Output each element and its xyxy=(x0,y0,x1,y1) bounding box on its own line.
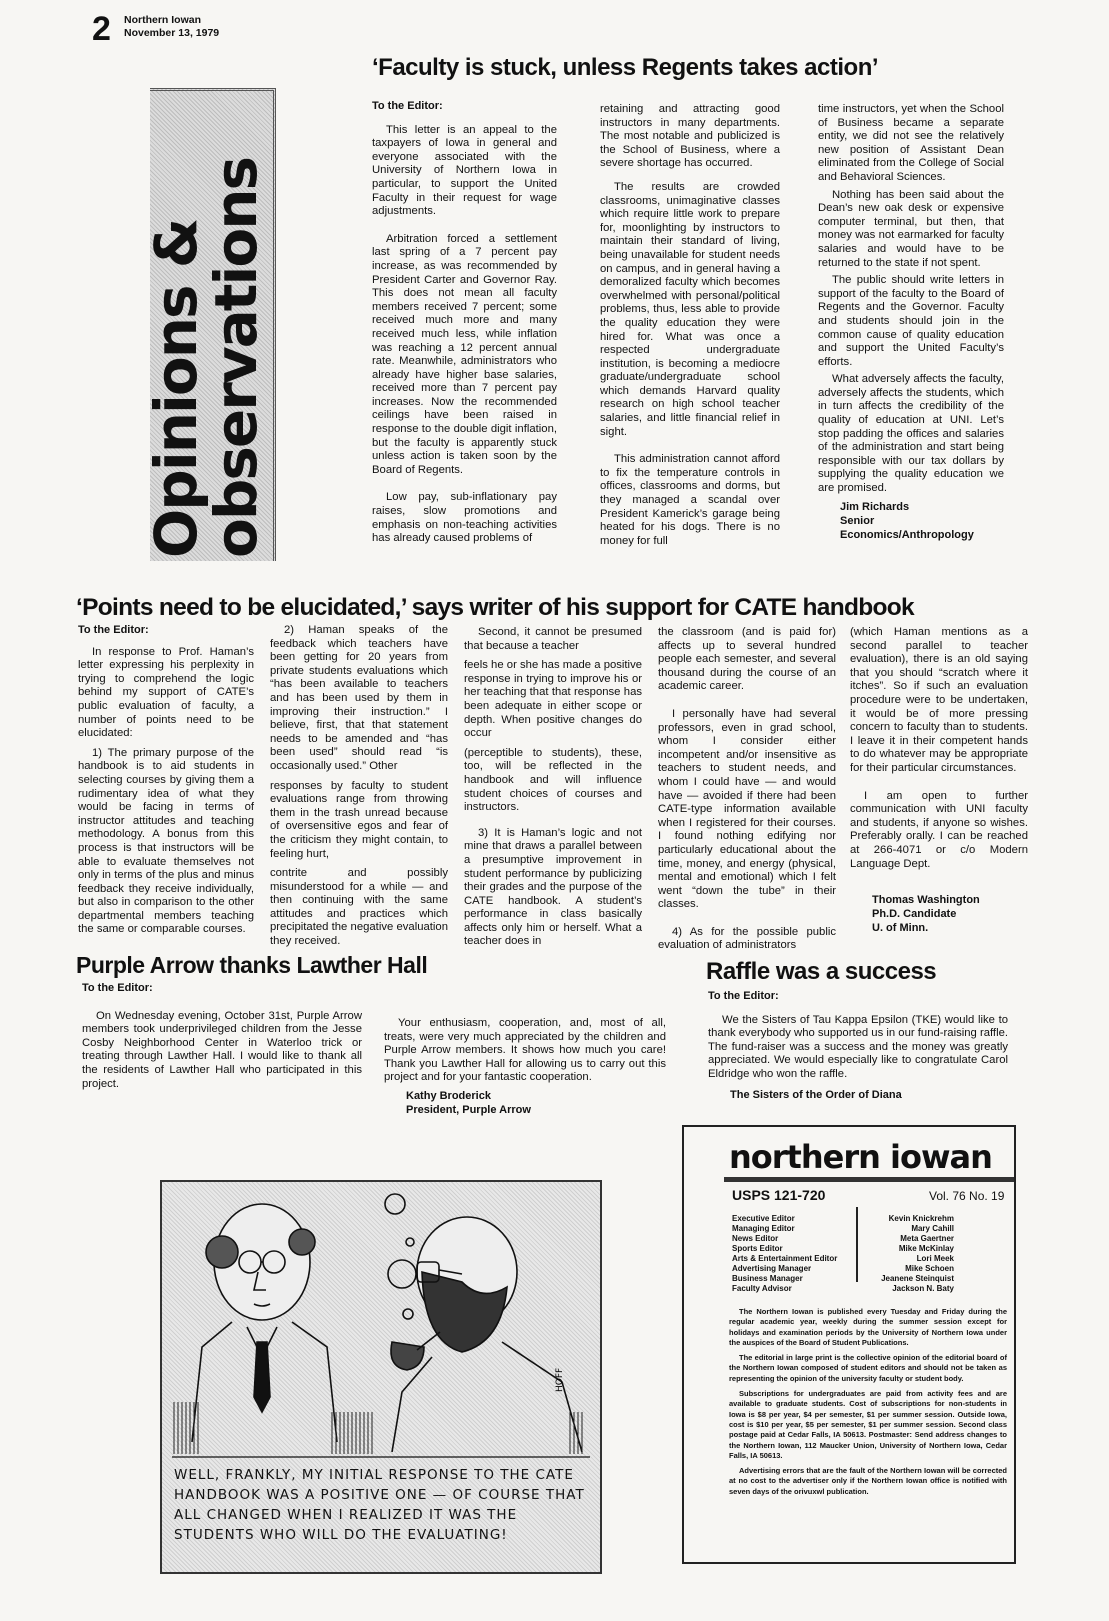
letter1-col1 xyxy=(372,100,557,556)
usps-number: USPS 121-720 xyxy=(732,1187,826,1203)
letter2-col4 xyxy=(658,626,836,963)
signature-affiliation: U. of Minn. xyxy=(872,922,929,935)
paragraph: Second, it cannot be presumed that because a teacher xyxy=(464,626,642,652)
paragraph: 1) The primary purpose of the handbook is to aid students in selecting courses by giving them a rudimentary idea of what they would be facing in terms of instructor attitudes and teaching methodology. A bonus from this process is that instructors will be able to evaluate themselves not only in terms of the plus and minus feedback they receive individually, but also in comparison to the other departmental members teaching the same or comparable courses. xyxy=(78,746,254,936)
staff-role: News Editor xyxy=(732,1234,779,1243)
fine-print: The editorial in large print is the collective opinion of the editorial board of the Northern Iowan composed of student editors and should not be taken as representing the opinion of the university faculty or student body. xyxy=(729,1353,1007,1383)
paragraph: I am open to further communication with UNI faculty and students, if anyone so wishes. Preferably orally. I can be reached at 266-4071 or c/o Modern Language Dept. xyxy=(850,789,1028,870)
signature-title: President, Purple Arrow xyxy=(406,1103,531,1116)
staff-name: Jeanene Steinquist xyxy=(881,1274,954,1283)
paragraph: 2) Haman speaks of the feedback which teachers have been getting for 20 years from private students evaluations which “has been available to teachers and has been used by them in improving their instruction.” I believe, first, that that statement needs to be amended and “has been used” should read “is occasionally used.” Other xyxy=(270,624,448,772)
staff-name: Meta Gaertner xyxy=(900,1234,954,1243)
section-logo xyxy=(142,88,273,558)
issue-date: November 13, 1979 xyxy=(124,27,220,39)
fine-print: Advertising errors that are the fault of the Northern Iowan will be corrected at no cost to the advertiser only if the Northern Iowan office is notified with seven days of the orivuxwl publication. xyxy=(729,1466,1007,1496)
staff-role: Arts & Entertainment Editor xyxy=(732,1254,838,1263)
section-logo-line1: Opinions & xyxy=(142,219,210,558)
signature-name: Kathy Broderick xyxy=(406,1089,491,1102)
staff-name: Mary Cahill xyxy=(911,1224,954,1233)
letter1-signature xyxy=(818,500,1004,542)
signature-name: The Sisters of the Order of Diana xyxy=(730,1088,902,1101)
paragraph: This administration cannot afford to fix the temperature controls in offices, classrooms and dorms, but they managed a scandal over President Kamerick’s garage being heated for his dogs. There is no money for full xyxy=(600,453,780,547)
letter3-signature xyxy=(384,1089,666,1117)
letter2-col3 xyxy=(464,626,642,959)
letter4-salutation: To the Editor: xyxy=(708,990,779,1002)
fine-print: The Northern Iowan is published every Tuesday and Friday during the regular academic year, weekly during the summer session except for holidays and examination periods by the University of Northern Iowa under the auspices of the Board of Student Publications. xyxy=(729,1307,1007,1347)
paragraph: The results are crowded classrooms, unimaginative classes which require little work to prepare for, moonlighting by instructors to maintain their standard of living, being unavailable for student needs on campus, and in general having a demoralized faculty which becomes overwhelmed with personal/political problems, thus, less able to provide the quality education they were hired for. What was once a respected undergraduate institution, is becoming a mediocre graduate/undergraduate school which demands Harvard quality research on high school teacher salaries, and little financial relief in sight. xyxy=(600,180,780,438)
signature-name: Jim Richards xyxy=(840,500,910,513)
masthead xyxy=(124,14,219,40)
paragraph: The public should write letters in support of the faculty to the Board of Regents and the Governor. Faculty and students should join in the common cause of quality education and support the United Faculty’s efforts. xyxy=(818,274,1004,368)
letter3-headline: Purple Arrow thanks Lawther Hall xyxy=(76,952,428,978)
publication-info xyxy=(729,1307,1007,1502)
staff-name: Mike McKinlay xyxy=(898,1244,954,1253)
signature-name: Thomas Washington xyxy=(872,894,980,907)
letter2-col2 xyxy=(270,624,448,959)
paragraph: Low pay, sub-inflationary pay raises, slow promotions and emphasis on non-teaching activities has already caused problems of xyxy=(372,491,557,545)
fine-print: Subscriptions for undergraduates are paid from activity fees and are available to graduate students. Cost of subscriptions for non-students in Iowa is $8 per year, $4 per semester, $1 per summer session. Outside Iowa, cost is $10 per year, $5 per semester, $1 per summer session. Second class postage paid at Cedar Falls, IA 50613. Postmaster: Send address changes to the Northern Iowan, 112 Maucker Union, University of Northern Iowa, Cedar Falls, IA 50613. xyxy=(729,1389,1007,1460)
staff-role: Business Manager xyxy=(732,1274,803,1283)
staff-role: Advertising Manager xyxy=(732,1264,812,1273)
publication-name: Northern Iowan xyxy=(124,14,202,26)
cartoon-caption: WELL, FRANKLY, MY INITIAL RESPONSE TO THE CATE HANDBOOK WAS A POSITIVE ONE — OF COURSE THAT ALL CHANGED WHEN I REALIZED IT WAS THE STUDENTS WHO WILL DO THE EVALUATING! xyxy=(174,1467,585,1543)
paragraph: On Wednesday evening, October 31st, Purple Arrow members took underprivileged children from the Jesse Cosby Neighborhood Center in Waterloo trick or treating through Lawther Hall. I would like to thank all the residents of Lawther Hall who participated in this project. xyxy=(82,1009,362,1090)
staff-roles xyxy=(732,1214,837,1294)
letter1-col2 xyxy=(600,103,780,558)
page-number: 2 xyxy=(92,10,111,48)
paragraph: Your enthusiasm, cooperation, and, most of all, treats, were very much appreciated by the children and Purple Arrow members. It shows how much you care! Thank you Lawther Hall for allowing us to carry out this project and for your fantastic cooperation. xyxy=(384,1017,666,1084)
signature-dept: Economics/Anthropology xyxy=(840,528,974,541)
signature-title: Ph.D. Candidate xyxy=(872,908,957,921)
nameplate-rule xyxy=(724,1177,1014,1182)
paragraph: In response to Prof. Haman’s letter expressing his perplexity in trying to comprehend the logic behind my support of CATE’s public evaluation of faculty, a number of points need to be elucidated: xyxy=(78,645,254,740)
letter4-headline: Raffle was a success xyxy=(706,958,937,985)
paragraph: What adversely affects the faculty, adversely affects the students, which in turn affects the credibility of the quality of education at UNI. Let’s stop padding the offices and salaries of the administration and start being responsible with our tax dollars by supplying the quality education we are promised. xyxy=(818,373,1004,495)
paragraph: time instructors, yet when the School of Business became a separate entity, we did not see the relatively new position of Assistant Dean eliminated from the College of Social and Behavioral Sciences. xyxy=(818,103,1004,183)
paragraph: (which Haman mentions as a second parallel to teacher evaluation), there is an old saying that you should “scratch where it itches”. So if such an evaluation procedure were to be undertaken, it would be of more pressing concern to faculty than to students. I leave it in their competent hands to do whatever may be appropriate for their particular circumstances. xyxy=(850,626,1028,774)
paragraph: the classroom (and is paid for) affects up to several hundred people each semester, and several thousand during the course of an academic career. xyxy=(658,626,836,693)
section-logo-text xyxy=(142,88,286,558)
letter3-col2 xyxy=(384,1017,666,1117)
staff-name: Mike Schoen xyxy=(905,1264,954,1273)
staff-names xyxy=(854,1214,954,1294)
artist-signature: HOFF xyxy=(555,1367,565,1392)
letter3-salutation: To the Editor: xyxy=(82,982,153,994)
paragraph: Arbitration forced a settlement last spring of a 7 percent pay increase, as was recommended by President Carter and Governor Ray. This does not mean all faculty members received 7 percent; some received much more and many received much less, while inflation was reaching a 12 percent annual rate. Meanwhile, administrators who already have higher base salaries, received more than 7 percent pay increases. Now the recommended ceilings have been raised in response to the double digit inflation, but the faculty is apparently stuck unless action is taken soon by the Board of Regents. xyxy=(372,232,557,476)
letter2-col5 xyxy=(850,626,1028,935)
letter2-col1 xyxy=(78,624,254,941)
staff-role: Faculty Advisor xyxy=(732,1284,792,1293)
letter2-signature xyxy=(850,893,1028,935)
staff-role: Executive Editor xyxy=(732,1214,795,1223)
signature-title: Senior xyxy=(840,514,875,527)
paragraph: 4) As for the possible public evaluation of administrators xyxy=(658,925,836,952)
staff-box xyxy=(682,1125,1016,1564)
letter1-col3 xyxy=(818,103,1004,542)
letter1-salutation: To the Editor: xyxy=(372,100,443,112)
paragraph: Nothing has been said about the Dean’s new oak desk or expensive computer terminal, but then, that money was not earmarked for faculty salaries and would have to be returned to the state if not spent. xyxy=(818,188,1004,269)
letter1-headline: ‘Faculty is stuck, unless Regents takes action’ xyxy=(372,54,879,81)
paragraph: responses by faculty to student evaluations range from throwing them in the trash unread because of oversensitive egos and fear of the criticism they might contain, to feeling hurt, xyxy=(270,779,448,860)
section-logo-line2: observations xyxy=(202,157,270,558)
nameplate: northern iowan xyxy=(729,1138,992,1176)
staff-role: Sports Editor xyxy=(732,1244,783,1253)
paragraph: We the Sisters of Tau Kappa Epsilon (TKE) would like to thank everybody who supported us in our fund-raising raffle. The fund-raiser was a success and the money was greatly appreciated. We would especially like to congratulate Carol Eldridge who won the raffle. xyxy=(708,1013,1008,1080)
letter4-signature xyxy=(708,1088,1008,1102)
paragraph: This letter is an appeal to the taxpayers of Iowa in general and everyone associated with the University of Northern Iowa in particular, to support the United Faculty in their request for wage adjustments. xyxy=(372,123,557,218)
paragraph: I personally have had several professors, even in grad school, whom I consider either incompetent and/or insensitive as teachers to student needs, and whom I could have — and would have — avoided if there had been CATE-type information available when I registered for their courses. I found nothing edifying nor particularly educational about the time, money, and energy (physical, mental and emotional) which I felt went “down the tube” in their classes. xyxy=(658,707,836,911)
editorial-cartoon xyxy=(160,1180,602,1574)
staff-name: Jackson N. Baty xyxy=(892,1284,954,1293)
paragraph: (perceptible to students), these, too, will be reflected in the handbook and will influence student choices of courses and instructors. xyxy=(464,746,642,814)
paragraph: feels he or she has made a positive response in trying to improve his or her teaching that that response has been adequate in either scope or depth. When positive changes do occur xyxy=(464,659,642,740)
staff-name: Kevin Knickrehm xyxy=(888,1214,954,1223)
volume-number: Vol. 76 No. 19 xyxy=(929,1189,1005,1203)
paragraph: retaining and attracting good instructors in many departments. The most notable and publicized is the School of Business, where a severe shortage has occurred. xyxy=(600,103,780,170)
letter3-col1 xyxy=(82,982,362,1101)
letter2-headline: ‘Points need to be elucidated,’ says writer of his support for CATE handbook xyxy=(76,594,914,621)
staff-name: Lori Meek xyxy=(916,1254,954,1263)
staff-role: Managing Editor xyxy=(732,1224,795,1233)
paragraph: 3) It is Haman’s logic and not mine that draws a parallel between a presumptive improvement in student performance by publicizing their grades and the purpose of the CATE handbook. A student’s performance in class basically affects only him or herself. What a teacher does in xyxy=(464,826,642,948)
letter4-col xyxy=(708,990,1008,1102)
paragraph: contrite and possibly misunderstood for a while — and then continuing with the same attitudes and practices which precipitated the negative evaluation they received. xyxy=(270,867,448,948)
letter2-salutation: To the Editor: xyxy=(78,624,149,636)
